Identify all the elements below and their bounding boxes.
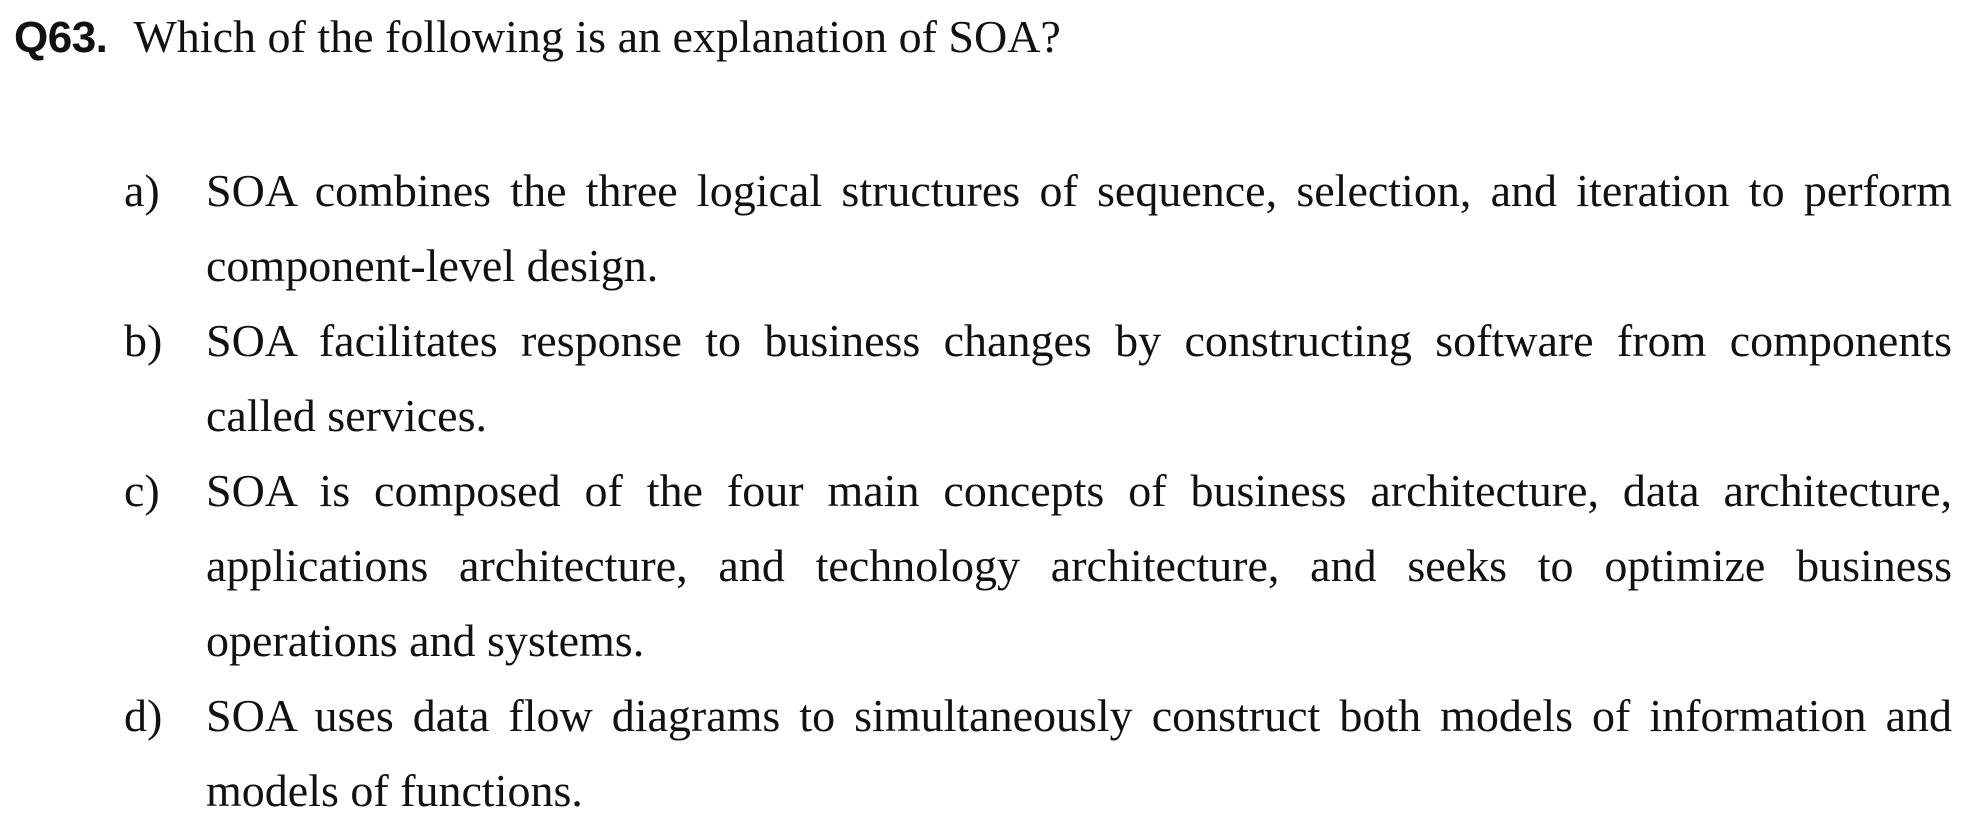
option-text: SOA uses data flow diagrams to simultaneously construct both models of information and models of functions. <box>206 690 1952 816</box>
question-number: Q63. <box>14 13 108 62</box>
option-letter: b) <box>124 315 163 366</box>
option-a <box>124 153 1952 303</box>
option-d <box>124 678 1952 828</box>
option-text: SOA is composed of the four main concepts of business architecture, data architecture, applications architecture, and technology architecture, and seeks to optimize business operations and systems. <box>206 465 1952 666</box>
option-b <box>124 303 1952 453</box>
option-c <box>124 453 1952 678</box>
question-text: Which of the following is an explanation of SOA? <box>133 11 1061 62</box>
option-text: SOA facilitates response to business changes by constructing software from components called services. <box>206 315 1952 441</box>
question-header <box>14 10 1061 63</box>
option-letter: d) <box>124 690 163 741</box>
option-letter: c) <box>124 465 160 516</box>
option-letter: a) <box>124 165 160 216</box>
option-text: SOA combines the three logical structures of sequence, selection, and iteration to perform component-level design. <box>206 165 1952 291</box>
answer-options-list <box>124 153 1952 828</box>
